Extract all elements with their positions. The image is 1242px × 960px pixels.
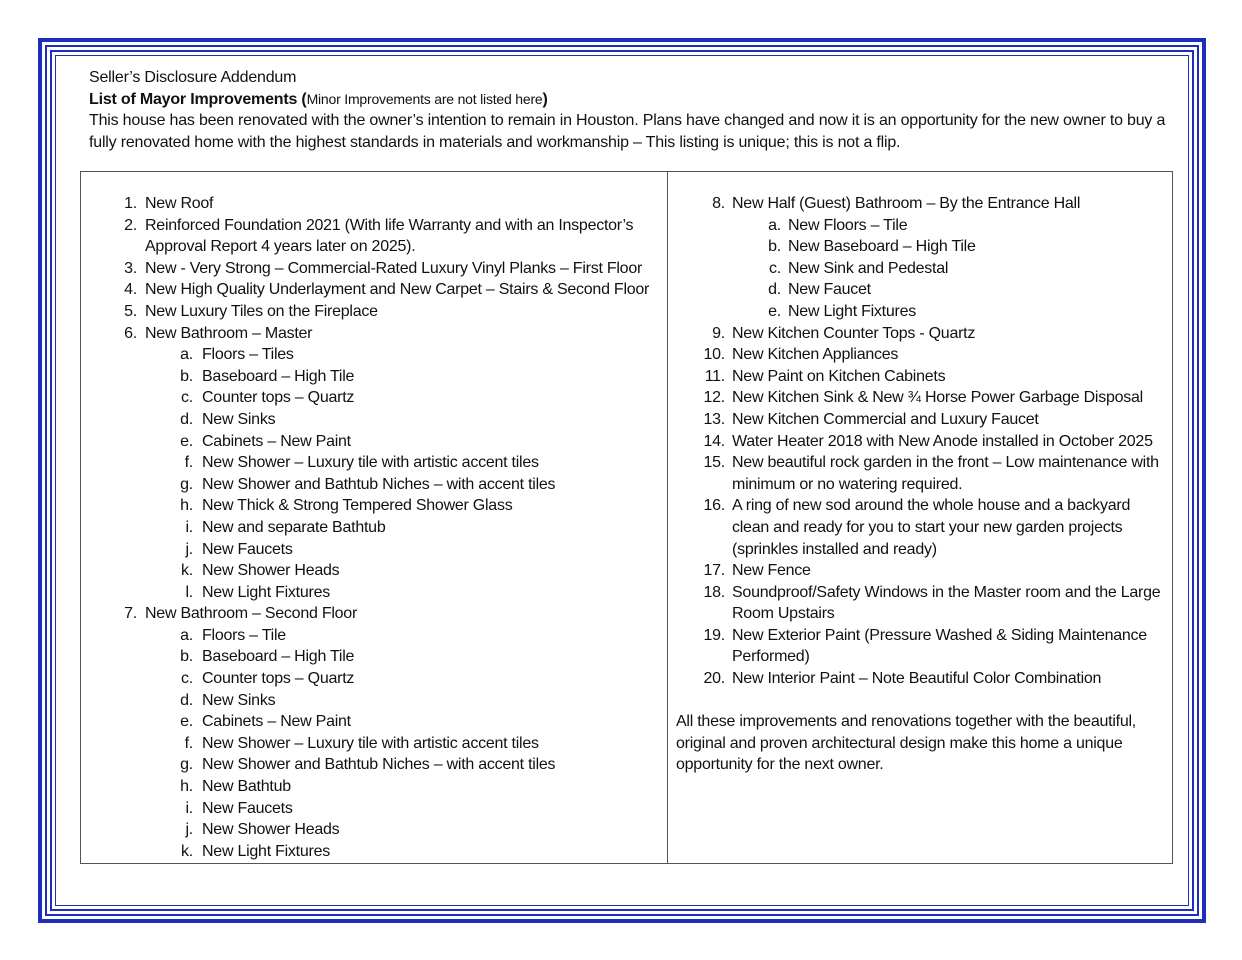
list-item-text: New beautiful rock garden in the front – Low maintenance with minimum or no watering required. bbox=[732, 454, 1159, 493]
sub-list-item bbox=[80, 409, 667, 431]
list-item-number: 9. bbox=[712, 324, 725, 342]
list-item-text: New Paint on Kitchen Cabinets bbox=[732, 367, 946, 385]
list-item-number: 20. bbox=[703, 670, 725, 688]
list-item bbox=[80, 215, 667, 258]
sub-list-item bbox=[80, 711, 667, 733]
list-item-number: g. bbox=[180, 756, 193, 774]
list-item-number: a. bbox=[180, 346, 193, 364]
list-item-text: New - Very Strong – Commercial-Rated Luxury Vinyl Planks – First Floor bbox=[145, 259, 643, 277]
list-item-text: New Sinks bbox=[202, 410, 276, 428]
list-item-number: d. bbox=[180, 410, 193, 428]
list-item-text: Floors – Tiles bbox=[202, 346, 294, 364]
title-minor-note: Minor Improvements are not listed here bbox=[306, 90, 543, 107]
list-item-number: b. bbox=[768, 238, 781, 256]
list-item-text: New Floors – Tile bbox=[788, 216, 908, 234]
list-item-text: Baseboard – High Tile bbox=[202, 367, 355, 385]
sub-list-item bbox=[668, 279, 1173, 301]
list-item-text: New Thick & Strong Tempered Shower Glass bbox=[202, 497, 513, 515]
list-item-number: b. bbox=[180, 648, 193, 666]
list-item-number: i. bbox=[185, 799, 193, 817]
list-item-text: New Kitchen Sink & New ¾ Horse Power Garbage Disposal bbox=[732, 389, 1143, 407]
list-item-text: New Shower and Bathtub Niches – with accent tiles bbox=[202, 756, 556, 774]
list-item-text: Water Heater 2018 with New Anode installed in October 2025 bbox=[732, 432, 1153, 450]
list-item-text: Baseboard – High Tile bbox=[202, 648, 355, 666]
list-item-text: Cabinets – New Paint bbox=[202, 713, 351, 731]
list-item-text: New and separate Bathtub bbox=[202, 518, 386, 536]
intro-paragraph: This house has been renovated with the owner’s intention to remain in Houston. Plans have changed and now it is an opportunity for the new owner to buy a fully renovated home with the highest standards in materials and workmanship – This listing is unique; this is not a flip. bbox=[89, 112, 1166, 151]
title-text: List of Mayor Improvements ( bbox=[89, 90, 307, 108]
list-item-text: New Luxury Tiles on the Fireplace bbox=[145, 302, 378, 320]
list-item-number: 19. bbox=[703, 626, 725, 644]
improvements-right-column bbox=[668, 193, 1173, 776]
closing-paragraph: All these improvements and renovations together with the beautiful, original and proven architectural design make this home a unique opportunity for the next owner. bbox=[676, 713, 1136, 774]
list-item-number: 8. bbox=[712, 195, 725, 212]
list-item-number: c. bbox=[769, 259, 781, 277]
list-item-text: New Shower – Luxury tile with artistic accent tiles bbox=[202, 454, 539, 472]
list-item-text: New High Quality Underlayment and New Carpet – Stairs & Second Floor bbox=[145, 281, 650, 299]
list-item-number: 13. bbox=[703, 410, 725, 428]
list-item-number: 17. bbox=[703, 562, 725, 580]
list-item-text: New Shower Heads bbox=[202, 562, 340, 580]
list-item bbox=[668, 344, 1173, 366]
list-item-text: New Shower Heads bbox=[202, 821, 340, 839]
list-item-number: 4. bbox=[124, 281, 137, 299]
list-item bbox=[668, 582, 1173, 625]
list-item bbox=[668, 495, 1173, 560]
sub-list-item bbox=[668, 258, 1173, 280]
list-item-text: New Roof bbox=[145, 195, 214, 212]
list-item-number: 3. bbox=[124, 259, 137, 277]
list-item-text: Cabinets – New Paint bbox=[202, 432, 351, 450]
list-item bbox=[668, 387, 1173, 409]
list-item-number: e. bbox=[768, 302, 781, 320]
sub-list-item bbox=[80, 841, 667, 863]
list-item-number: 1. bbox=[124, 195, 137, 212]
list-item-number: f. bbox=[184, 454, 193, 472]
list-item-number: l. bbox=[185, 583, 193, 601]
sub-list-item bbox=[80, 495, 667, 517]
list-item bbox=[668, 323, 1173, 345]
sub-list-item bbox=[80, 625, 667, 647]
list-item bbox=[80, 603, 667, 625]
sub-list-item bbox=[668, 236, 1173, 258]
list-item-text: New Kitchen Commercial and Luxury Faucet bbox=[732, 410, 1039, 428]
list-item-text: Counter tops – Quartz bbox=[202, 670, 355, 688]
list-item-text: New Kitchen Counter Tops - Quartz bbox=[732, 324, 976, 342]
list-item-text: New Kitchen Appliances bbox=[732, 346, 899, 364]
sub-list-item bbox=[80, 344, 667, 366]
sub-list-item bbox=[80, 517, 667, 539]
improvements-left-column bbox=[80, 193, 667, 862]
sub-list-item bbox=[80, 798, 667, 820]
list-item-text: Floors – Tile bbox=[202, 626, 286, 644]
list-item bbox=[668, 452, 1173, 495]
list-item-number: g. bbox=[180, 475, 193, 493]
list-item-number: 10. bbox=[703, 346, 725, 364]
document-subtitle: Seller’s Disclosure Addendum bbox=[89, 69, 297, 86]
list-item-number: k. bbox=[181, 842, 193, 860]
sub-list-item bbox=[80, 646, 667, 668]
list-item-text: New Sink and Pedestal bbox=[788, 259, 949, 277]
sub-list-item bbox=[668, 301, 1173, 323]
document-header bbox=[89, 67, 1169, 153]
sub-list-item bbox=[80, 819, 667, 841]
list-item-number: i. bbox=[185, 518, 193, 536]
sub-list-item bbox=[80, 776, 667, 798]
list-item-number: b. bbox=[180, 367, 193, 385]
list-item-number: 11. bbox=[704, 367, 725, 385]
list-item bbox=[80, 279, 667, 301]
list-item-number: f. bbox=[184, 734, 193, 752]
list-item-text: New Exterior Paint (Pressure Washed & Siding Maintenance Performed) bbox=[732, 626, 1147, 666]
list-item bbox=[668, 431, 1173, 453]
list-item-text: New Sinks bbox=[202, 691, 276, 709]
list-item-text: New Baseboard – High Tile bbox=[788, 238, 976, 256]
list-item-number: d. bbox=[768, 281, 781, 299]
list-item-number: e. bbox=[180, 713, 193, 731]
sub-list-item bbox=[80, 668, 667, 690]
list-item bbox=[668, 366, 1173, 388]
list-item-text: New Faucets bbox=[202, 799, 293, 817]
sub-list-item bbox=[80, 733, 667, 755]
list-item-text: New Shower – Luxury tile with artistic accent tiles bbox=[202, 734, 539, 752]
list-item-text: New Bathtub bbox=[202, 778, 291, 796]
list-item-number: 6. bbox=[124, 324, 137, 342]
list-item bbox=[668, 668, 1173, 690]
list-item bbox=[668, 409, 1173, 431]
sub-list-item bbox=[80, 690, 667, 712]
list-item-text: New Light Fixtures bbox=[202, 583, 330, 601]
list-item-text: Reinforced Foundation 2021 (With life Warranty and with an Inspector’s Approval Report 4 years later on 2025). bbox=[145, 216, 634, 256]
list-item-number: 15. bbox=[703, 454, 725, 472]
list-item bbox=[668, 560, 1173, 582]
list-item-text: Soundproof/Safety Windows in the Master room and the Large Room Upstairs bbox=[732, 583, 1161, 623]
sub-list-item bbox=[80, 474, 667, 496]
list-item-number: 14. bbox=[703, 432, 725, 450]
right-list bbox=[668, 193, 1173, 690]
sub-list-item bbox=[80, 452, 667, 474]
list-item-text: New Half (Guest) Bathroom – By the Entrance Hall bbox=[732, 195, 1081, 212]
list-item-text: New Bathroom – Second Floor bbox=[145, 605, 358, 623]
list-item-number: 18. bbox=[703, 583, 725, 601]
list-item bbox=[80, 301, 667, 323]
list-item-number: 12. bbox=[703, 389, 725, 407]
list-item-number: 16. bbox=[703, 497, 725, 515]
sub-list-item bbox=[80, 582, 667, 604]
list-item-number: c. bbox=[181, 670, 193, 688]
list-item-text: New Shower and Bathtub Niches – with accent tiles bbox=[202, 475, 556, 493]
list-item-text: New Fence bbox=[732, 562, 811, 580]
list-item-number: c. bbox=[181, 389, 193, 407]
sub-list-item bbox=[80, 431, 667, 453]
list-item bbox=[668, 193, 1173, 215]
list-item-text: A ring of new sod around the whole house and a backyard clean and ready for you to start your new garden projects (sprinkles installed and ready) bbox=[732, 497, 1131, 558]
sub-list-item bbox=[80, 560, 667, 582]
list-item-number: j. bbox=[185, 540, 193, 558]
document-title bbox=[89, 89, 1169, 111]
list-item-text: Counter tops – Quartz bbox=[202, 389, 355, 407]
list-item bbox=[80, 258, 667, 280]
sub-list-item bbox=[80, 539, 667, 561]
sub-list-item bbox=[668, 215, 1173, 237]
title-close-paren: ) bbox=[542, 90, 548, 108]
list-item bbox=[668, 625, 1173, 668]
list-item-text: New Interior Paint – Note Beautiful Color Combination bbox=[732, 670, 1102, 688]
list-item-number: a. bbox=[180, 626, 193, 644]
list-item-number: 2. bbox=[124, 216, 137, 234]
list-item-number: e. bbox=[180, 432, 193, 450]
list-item-number: h. bbox=[180, 778, 193, 796]
list-item bbox=[80, 193, 667, 215]
list-item-text: New Faucet bbox=[788, 281, 871, 299]
sub-list-item bbox=[80, 754, 667, 776]
sub-list-item bbox=[80, 366, 667, 388]
list-item-text: New Light Fixtures bbox=[202, 842, 330, 860]
list-item-number: 7. bbox=[124, 605, 137, 623]
list-item bbox=[80, 323, 667, 345]
list-item-number: k. bbox=[181, 562, 193, 580]
list-item-number: d. bbox=[180, 691, 193, 709]
list-item-text: New Bathroom – Master bbox=[145, 324, 313, 342]
list-item-text: New Light Fixtures bbox=[788, 302, 916, 320]
list-item-text: New Faucets bbox=[202, 540, 293, 558]
list-item-number: j. bbox=[185, 821, 193, 839]
list-item-number: a. bbox=[768, 216, 781, 234]
list-item-number: 5. bbox=[124, 302, 137, 320]
list-item-number: h. bbox=[180, 497, 193, 515]
sub-list-item bbox=[80, 387, 667, 409]
